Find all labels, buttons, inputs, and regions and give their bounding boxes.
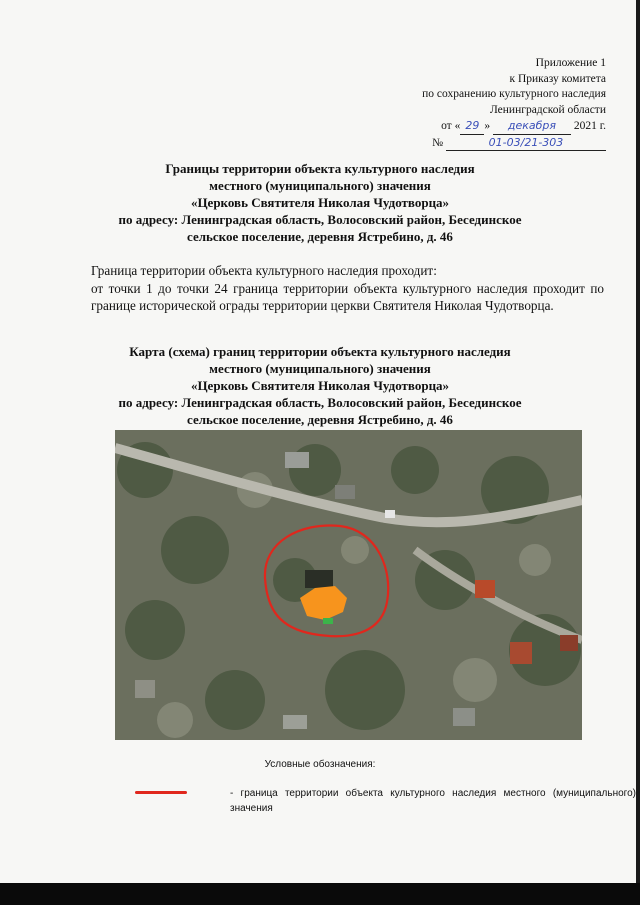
date-day: 29: [460, 118, 484, 135]
boundary-description: [91, 262, 604, 315]
satellite-map: [115, 430, 582, 740]
order-date: от « 29 » декабря 2021 г.: [422, 118, 606, 135]
appendix-line: по сохранению культурного наследия: [422, 88, 606, 100]
legend-boundary-label: - граница территории объекта культурного наследия местного (муниципального) значения: [230, 788, 636, 814]
date-year: 2021 г.: [573, 120, 606, 132]
body-intro: Граница территории объекта культурного наследия проходит:: [91, 263, 437, 278]
order-number: № 01-03/21-303: [422, 135, 606, 152]
body-paragraph: от точки 1 до точки 24 граница территории объекта культурного наследия проходит по границе исторической ограды территории церкви Святителя Николая Чудотворца.: [91, 280, 604, 313]
map-title: Карта (схема) границ территории объекта культурного наследия местного (муниципального) значения «Церковь Святителя Николая Чудотворца» по адресу: Ленинградская область, Волосовский район, Бесединское сельское поселение, деревня Ястребино, д. 46: [118, 344, 522, 427]
scan-edge: [636, 0, 640, 905]
scan-edge-bottom: [0, 883, 640, 905]
satellite-map-image: [115, 430, 582, 740]
document-title: Границы территории объекта культурного наследия местного (муниципального) значения «Церковь Святителя Николая Чудотворца» по адресу: Ленинградская область, Волосовский район, Бесединское сельское поселение, деревня Ястребино, д. 46: [118, 161, 522, 244]
appendix-line: к Приказу комитета: [509, 72, 606, 85]
appendix-line: Ленинградской области: [489, 103, 606, 116]
appendix-header: [422, 56, 606, 151]
legend-title: Условные обозначения:: [264, 759, 376, 770]
legend-boundary-line: [135, 791, 187, 794]
order-number-value: 01-03/21-303: [446, 135, 606, 152]
appendix-line: Приложение 1: [535, 57, 606, 69]
date-month: декабря: [493, 118, 571, 135]
